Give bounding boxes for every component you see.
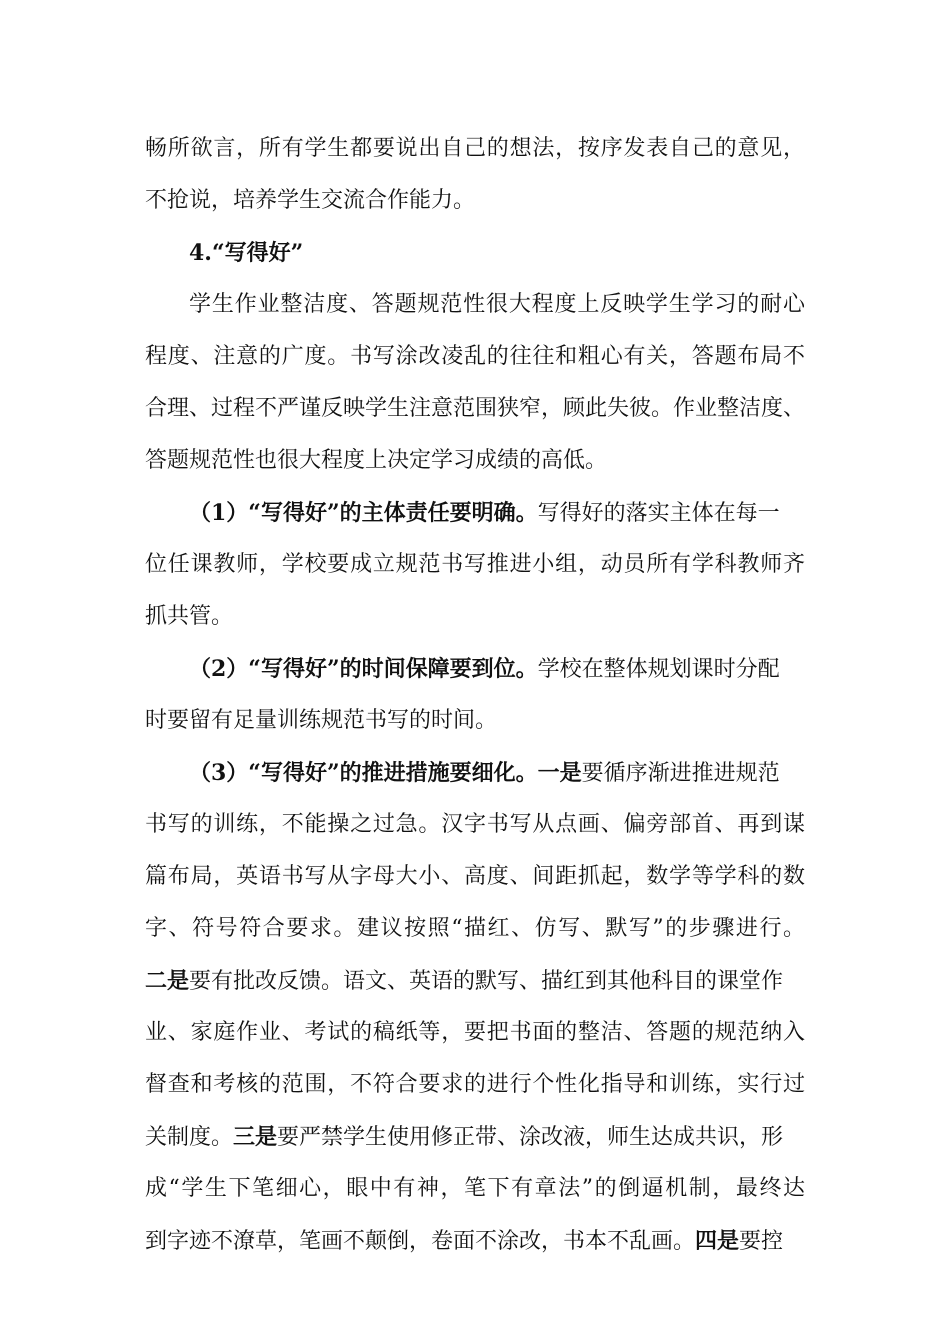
paragraph-line — [145, 1226, 783, 1256]
paragraph-line: 时要留有足量训练规范书写的时间。 — [145, 708, 498, 733]
item-2-heading: （2）“写得好”的时间保障要到位。 — [189, 656, 538, 682]
item-3-text: 要循序渐进推进规范 — [581, 761, 780, 786]
paragraph-line: 字、符号符合要求。建议按照“描红、仿写、默写”的步骤进行。 — [145, 916, 805, 941]
item-3-point-3: 三是 — [233, 1124, 278, 1150]
item-3-heading: （3）“写得好”的推进措施要细化。 — [189, 760, 538, 786]
paragraph-line: 程度、注意的广度。书写涂改凌乱的往往和粗心有关，答题布局不 — [145, 344, 805, 369]
paragraph-line: 抓共管。 — [145, 604, 234, 629]
item-3-point-1: 一是 — [537, 760, 582, 786]
item-3-point-2: 二是 — [145, 968, 190, 994]
item-2-line — [189, 654, 780, 684]
line-text: 关制度。 — [145, 1125, 234, 1150]
paragraph-line: 不抢说，培养学生交流合作能力。 — [145, 188, 476, 213]
item-1-text: 写得好的落实主体在每一 — [537, 501, 780, 526]
paragraph-line: 畅所欲言，所有学生都要说出自己的想法，按序发表自己的意见， — [145, 136, 805, 161]
paragraph-line: 书写的训练，不能操之过急。汉字书写从点画、偏旁部首、再到谋 — [145, 812, 805, 837]
item-3-point-4: 四是 — [695, 1228, 740, 1254]
paragraph-line: 答题规范性也很大程度上决定学习成绩的高低。 — [145, 448, 608, 473]
paragraph-line: 学生作业整洁度、答题规范性很大程度上反映学生学习的耐心 — [189, 292, 805, 317]
paragraph-line: 合理、过程不严谨反映学生注意范围狭窄，顾此失彼。作业整洁度、 — [145, 396, 806, 421]
line-text: 要有批改反馈。语文、英语的默写、描红到其他科目的课堂作 — [189, 969, 784, 994]
item-3-line — [189, 758, 780, 788]
line-text: 要控 — [739, 1229, 784, 1254]
paragraph-line — [145, 1122, 783, 1152]
paragraph-line: 篇布局，英语书写从字母大小、高度、间距抓起，数学等学科的数 — [145, 864, 805, 889]
item-2-text: 学校在整体规划课时分配 — [537, 657, 780, 682]
paragraph-line: 业、家庭作业、考试的稿纸等，要把书面的整洁、答题的规范纳入 — [145, 1020, 805, 1045]
item-1-line — [189, 498, 780, 528]
paragraph-line: 督查和考核的范围，不符合要求的进行个性化指导和训练，实行过 — [145, 1072, 805, 1097]
item-1-heading: （1）“写得好”的主体责任要明确。 — [189, 500, 538, 526]
line-text: 要严禁学生使用修正带、涂改液，师生达成共识，形 — [277, 1125, 784, 1150]
paragraph-line: 成“学生下笔细心，眼中有神，笔下有章法”的倒逼机制，最终达 — [145, 1176, 805, 1201]
section-heading: 4.“写得好” — [189, 240, 304, 266]
paragraph-line: 位任课教师，学校要成立规范书写推进小组，动员所有学科教师齐 — [145, 552, 805, 577]
line-text: 到字迹不潦草，笔画不颠倒，卷面不涂改，书本不乱画。 — [145, 1229, 696, 1254]
paragraph-line — [145, 966, 783, 996]
